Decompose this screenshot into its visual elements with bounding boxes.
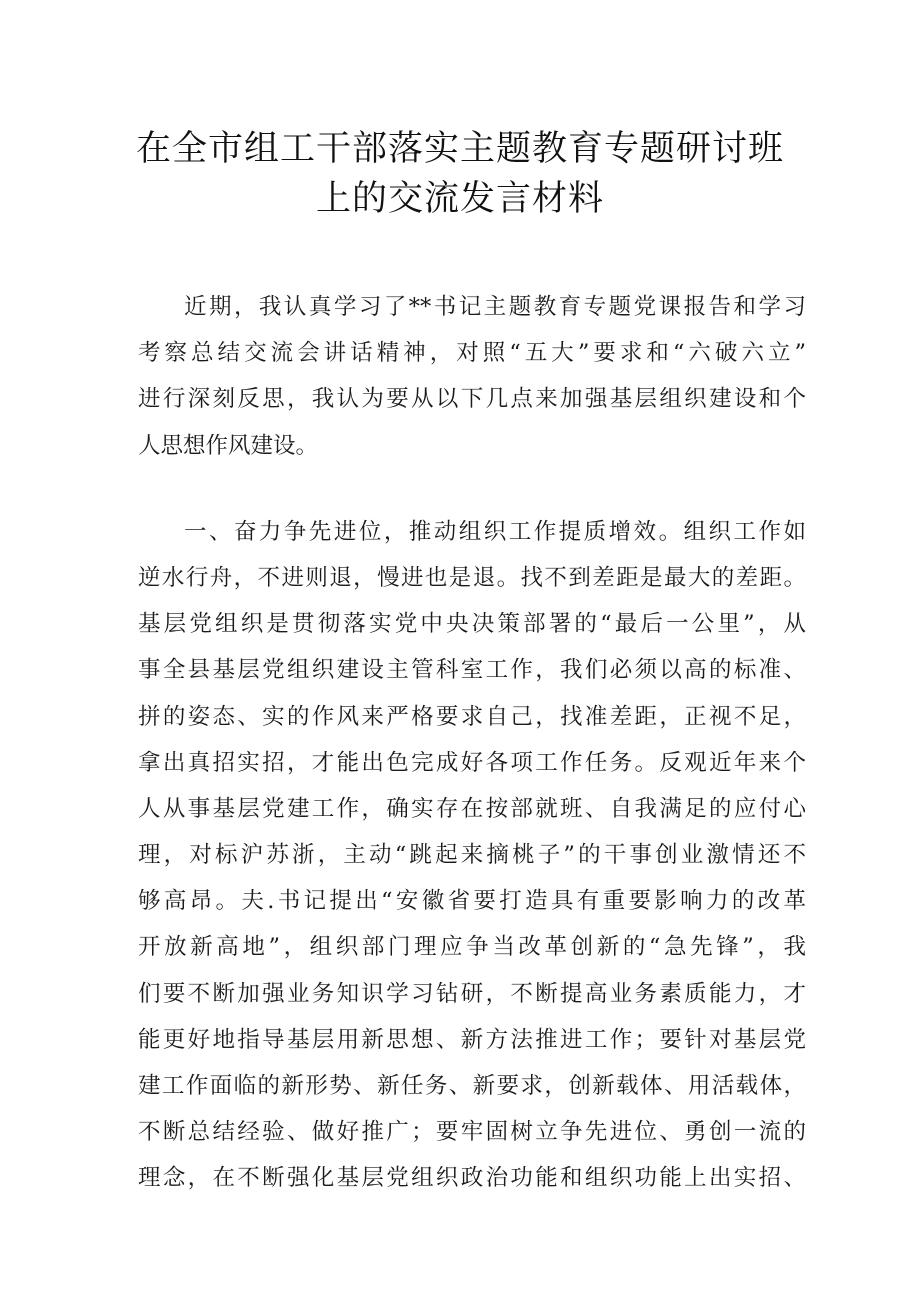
text-line: 人思想作风建设。 [138, 432, 319, 459]
text-line: 拿出真招实招，才能出色完成好各项工作任务。反观近年来个 [138, 749, 806, 776]
text-line: 建工作面临的新形势、新任务、新要求，创新载体、用活载体， [138, 1073, 806, 1099]
title-line: 上的交流发言材料 [315, 179, 604, 219]
text-line: 近期，我认真学习了**书记主题教育专题党课报告和学习 [184, 294, 806, 320]
text-line: 不断总结经验、做好推广；要牢固树立争先进位、勇创一流的 [138, 1119, 806, 1146]
text-line: 能更好地指导基层用新思想、新方法推进工作；要针对基层党 [138, 1026, 806, 1053]
text-line: 基层党组织是贯彻落实党中央决策部署的“最后一公里”，从 [138, 611, 806, 638]
text-line: 理念，在不断强化基层党组织政治功能和组织功能上出实招、 [138, 1165, 806, 1192]
text-line: 事全县基层党组织建设主管科室工作，我们必须以高的标准、 [138, 657, 806, 684]
text-line: 够高昂。夫.书记提出“安徽省要打造具有重要影响力的改革 [138, 888, 806, 915]
text-line: 人从事基层党建工作，确实存在按部就班、自我满足的应付心 [138, 795, 806, 822]
text-line: 逆水行舟，不进则退，慢进也是退。找不到差距是最大的差距。 [138, 564, 806, 591]
document-body [138, 284, 806, 1202]
paragraph-intro [138, 284, 806, 469]
text-line: 考察总结交流会讲话精神，对照“五大”要求和“六破六立” [138, 340, 806, 367]
title-line: 在全市组工干部落实主题教育专题研讨班 [135, 129, 784, 169]
text-line: 进行深刻反思，我认为要从以下几点来加强基层组织建设和个 [138, 386, 806, 413]
paragraph-section-1 [138, 509, 806, 1202]
document-title [130, 124, 790, 224]
text-line: 们要不断加强业务知识学习钻研，不断提高业务素质能力，才 [138, 980, 806, 1007]
text-line: 理，对标沪苏浙，主动“跳起来摘桃子”的干事创业激情还不 [138, 842, 806, 869]
text-line: 拼的姿态、实的作风来严格要求自己，找准差距，正视不足， [138, 703, 806, 730]
text-line: 一、奋力争先进位，推动组织工作提质增效。组织工作如 [184, 518, 806, 545]
text-line: 开放新高地”，组织部门理应争当改革创新的“急先锋”，我 [138, 934, 806, 961]
